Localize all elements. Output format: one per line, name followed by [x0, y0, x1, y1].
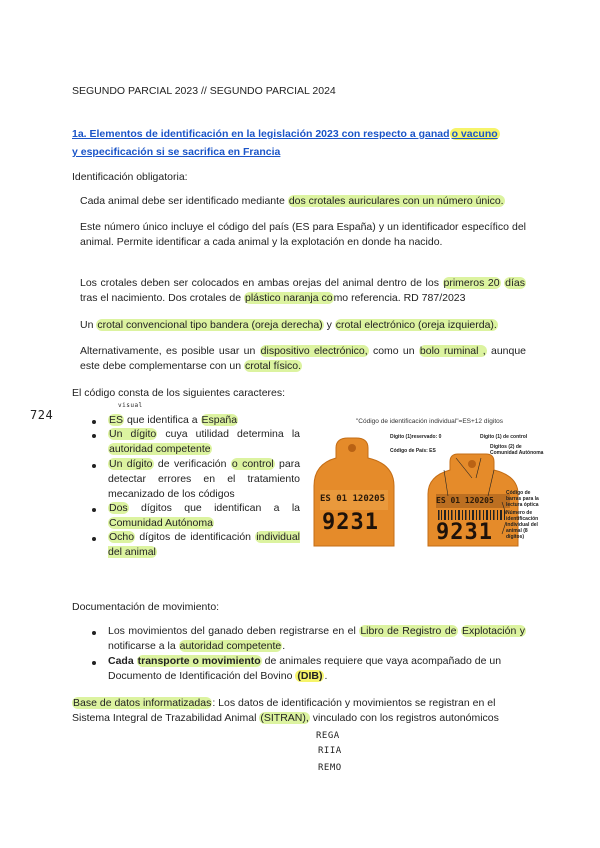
base-datos: [72, 696, 528, 726]
identificacion-p4: [80, 318, 530, 333]
highlight: primeros 20: [443, 277, 500, 289]
movimiento-item-1: Los movimientos del ganado deben registrarse en el Libro de Registro de Explotación y notificarse a la autoridad competente.: [108, 625, 526, 652]
label-comunidad: Dígitos (2) de Comunidad Autónoma: [490, 444, 544, 456]
label-control: Dígito (1) de control: [480, 434, 528, 440]
text: Cada: [108, 655, 134, 667]
highlight: individual del animal: [108, 531, 301, 558]
text: mo referencia. RD 787/2023: [333, 292, 466, 304]
figure-caption: "Código de identificación individual"=ES+12 dígitos: [356, 418, 503, 425]
highlight: días: [505, 277, 526, 289]
label-numero: Número de identificación individual del animal (8 dígitos): [506, 510, 539, 540]
highlight: Un dígito: [109, 458, 153, 470]
page-header: SEGUNDO PARCIAL 2023 // SEGUNDO PARCIAL 2024: [72, 85, 336, 97]
highlight: plástico naranja co: [245, 292, 333, 304]
text: Cada animal debe ser identificado mediante: [80, 195, 285, 207]
text: dígitos de identificación: [139, 531, 252, 543]
highlight: Un dígito: [109, 428, 157, 440]
highlight: autoridad competente: [109, 443, 211, 455]
highlight: (SITRAN),: [260, 712, 309, 724]
text: y: [326, 319, 332, 331]
bullet-dot: [92, 508, 96, 512]
bullet-dot: [92, 434, 96, 438]
handwritten-2: RIIA: [318, 746, 342, 756]
codigo-item-5: [108, 530, 300, 560]
text: Alternativamente, es posible usar un: [80, 345, 256, 357]
text: que identifica a: [126, 414, 198, 426]
text: de animales requiere que vaya acompañado de un Documento de Identificación del Bovino: [108, 655, 502, 682]
codigo-item-2: [108, 427, 300, 457]
highlight: Explotación y: [462, 625, 526, 637]
title-part3[interactable]: y especificación si se sacrifica en Francia: [72, 146, 281, 158]
label-reservado: Dígito (1)reservado: 0: [390, 434, 442, 440]
margin-note: 724: [30, 408, 54, 422]
text: de verificación: [157, 458, 227, 470]
codigo-item-3: [108, 457, 300, 502]
highlight: crotal físico.: [245, 360, 302, 372]
identificacion-heading: Identificación obligatoria:: [72, 171, 188, 183]
highlight: (DIB): [297, 670, 323, 682]
highlight: bolo ruminal ,: [419, 345, 486, 357]
text: para detectar errores en el tratamiento mecanizado de los códigos: [108, 458, 301, 500]
bullet-dot: [92, 464, 96, 468]
identificacion-p5: [80, 344, 526, 374]
highlight: Dos: [109, 502, 128, 514]
highlight: autoridad competente: [179, 640, 282, 652]
highlight: dispositivo electrónico,: [260, 345, 368, 357]
handwritten-1: REGA: [316, 731, 340, 741]
handwritten-3: REMO: [318, 763, 342, 773]
text: vinculado con los registros autonómicos: [312, 712, 499, 724]
title-part1[interactable]: 1a. Elementos de identificación en la legislación 2023 con respecto a ganad: [72, 128, 450, 140]
right-tag-number: 9231: [436, 520, 493, 545]
text: Un: [80, 319, 94, 331]
text: Los crotales deben ser colocados en ambas orejas del animal dentro de los: [80, 277, 439, 289]
highlight: dos crotales auriculares con un número único.: [288, 195, 504, 207]
identificacion-p2: Este número único incluye el código del país (ES para España) y un identificador específico del animal. Permite identificar a cada animal y la explotación en donde ha nacido.: [80, 221, 526, 248]
movimiento-item-2: Cada transporte o movimiento de animales requiere que vaya acompañado de un Documento de Identificación del Bovino (DIB) .: [108, 655, 502, 682]
bullet-dot: [92, 661, 96, 665]
bullet-dot: [92, 537, 96, 541]
text: Los movimientos del ganado deben registrarse en el: [108, 625, 356, 637]
highlight: crotal convencional tipo bandera (oreja derecha): [97, 319, 323, 331]
label-pais: Código de País: ES: [390, 448, 436, 454]
highlight: Ocho: [109, 531, 135, 543]
text: aunque este debe complementarse con un: [80, 345, 527, 372]
highlight: Comunidad Autónoma: [109, 517, 213, 529]
highlight: transporte o movimiento: [137, 655, 261, 667]
text: tras el nacimiento. Dos crotales de: [80, 292, 242, 304]
highlight: o control: [231, 458, 274, 470]
ear-tag-figure: [306, 418, 546, 558]
left-tag-number: 9231: [322, 510, 379, 535]
codigo-item-4: [108, 501, 300, 531]
highlight: crotal electrónico (oreja izquierda).: [335, 319, 497, 331]
bullet-dot: [92, 420, 96, 424]
section-title[interactable]: [72, 124, 542, 160]
identificacion-p3: [80, 276, 526, 306]
bullet-dot: [92, 631, 96, 635]
title-part2[interactable]: o vacuno: [451, 128, 498, 140]
highlight: Libro de Registro de: [360, 625, 457, 637]
right-tag-code: ES 01 120205: [436, 496, 494, 505]
left-tag-code: ES 01 120205: [320, 494, 386, 504]
codigo-item-1: [108, 413, 300, 428]
label-barras: Código de barras para la lectura óptica: [506, 490, 539, 508]
text: como un: [372, 345, 415, 357]
identificacion-p1: [80, 194, 526, 209]
highlight: Base de datos informatizadas: [73, 697, 212, 709]
text: dígitos que identifican a la: [141, 502, 300, 514]
superscript-note: visual: [118, 402, 143, 409]
codigo-heading: El código consta de los siguientes caracteres:: [72, 387, 286, 399]
text: : Los datos de identificación y movimientos se registran en el Sistema Integral de Trazabilidad Animal: [72, 697, 496, 724]
highlight: ES: [109, 414, 124, 426]
movimiento-heading: Documentación de movimiento:: [72, 601, 220, 613]
highlight: España: [201, 414, 238, 426]
text: notificarse a la: [108, 640, 176, 652]
text: cuya utilidad determina la: [165, 428, 301, 440]
